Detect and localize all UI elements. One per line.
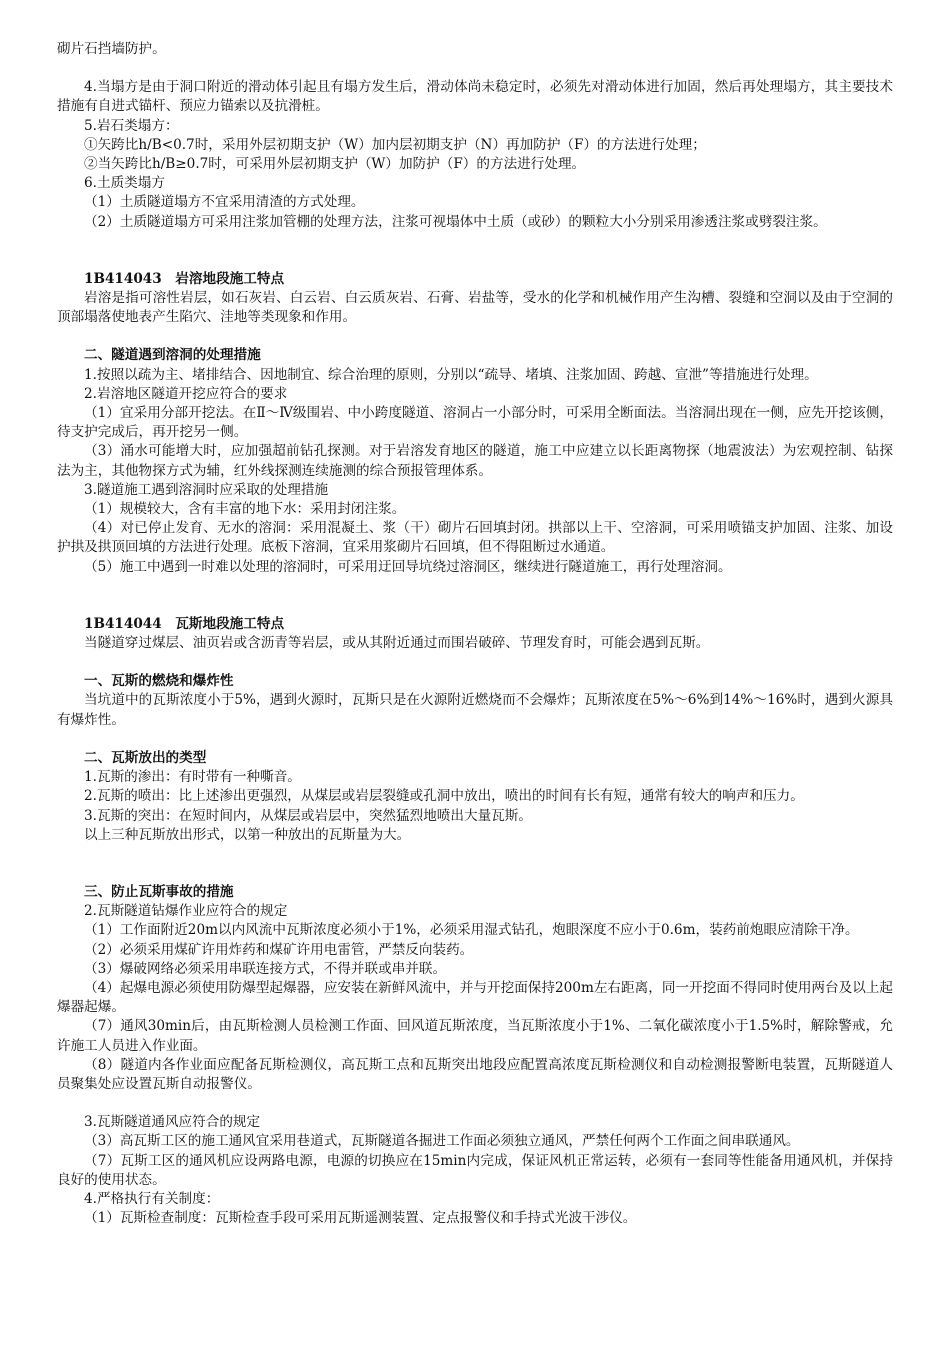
spacer <box>57 1094 893 1113</box>
document-page <box>57 40 893 1228</box>
paragraph: （2）土质隧道塌方可采用注浆加管棚的处理方法，注浆可视塌体中土质（或砂）的颗粒大小分别采用渗透注浆或劈裂注浆。 <box>84 213 827 230</box>
paragraph: 3.隧道施工遇到溶洞时应采取的处理措施 <box>84 481 329 498</box>
spacer <box>57 59 893 78</box>
spacer <box>57 327 893 346</box>
paragraph: 4.严格执行有关制度： <box>84 1190 220 1207</box>
paragraph: （4）对已停止发育、无水的溶洞：采用混凝土、浆（干）砌片石回填封闭。拱部以上干、空溶洞，可采用喷锚支护加固、注浆、加设护拱及拱顶回填的方法进行处理。底板下溶洞，宜采用浆砌片石回填，但不得阻断过水通道。 <box>57 520 893 556</box>
section-heading: 一、瓦斯的燃烧和爆炸性 <box>84 673 234 690</box>
paragraph: 岩溶是指可溶性岩层，如石灰岩、白云岩、白云质灰岩、石膏、岩盐等，受水的化学和机械作用产生沟槽、裂缝和空洞以及由于空洞的顶部塌落使地表产生陷穴、洼地等类现象和作用。 <box>57 290 893 326</box>
paragraph: 当隧道穿过煤层、油页岩或含沥青等岩层，或从其附近通过而围岩破碎、节理发育时，可能会遇到瓦斯。 <box>84 635 710 652</box>
paragraph: （1）瓦斯检查制度：瓦斯检查手段可采用瓦斯遥测装置、定点报警仪和手持式光波干涉仪。 <box>84 1210 637 1227</box>
section-heading: 三、防止瓦斯事故的措施 <box>84 883 234 900</box>
paragraph: 2.瓦斯隧道钻爆作业应符合的规定 <box>84 903 288 920</box>
section-heading: 二、瓦斯放出的类型 <box>84 749 207 766</box>
paragraph: 6.土质类塌方 <box>84 175 165 192</box>
paragraph: （1）土质隧道塌方不宜采用清渣的方式处理。 <box>84 194 365 211</box>
spacer <box>57 232 893 270</box>
paragraph: （4）起爆电源必须使用防爆型起爆器，应安装在新鲜风流中，并与开挖面保持200m左右距离，同一开挖面不得同时使用两台及以上起爆器起爆。 <box>57 979 893 1016</box>
paragraph: 当坑道中的瓦斯浓度小于5%，遇到火源时，瓦斯只是在火源附近燃烧而不会爆炸；瓦斯浓度在5%～6%到14%～16%时，遇到火源具有爆炸性。 <box>57 692 893 728</box>
section-heading: 1B414043 岩溶地段施工特点 <box>84 270 285 287</box>
section-heading: 1B414044 瓦斯地段施工特点 <box>84 615 285 632</box>
section-heading: 二、隧道遇到溶洞的处理措施 <box>84 347 261 364</box>
paragraph: （3）涌水可能增大时，应加强超前钻孔探测。对于岩溶发育地区的隧道，施工中应建立以长距离物探（地震波法）为宏观控制、钻探法为主，其他物探方式为辅，红外线探测连续施测的综合预报管理体系。 <box>57 443 893 479</box>
spacer <box>57 730 893 749</box>
spacer <box>57 845 893 883</box>
paragraph: （7）通风30min后，由瓦斯检测人员检测工作面、回风道瓦斯浓度，当瓦斯浓度小于1%、二氧化碳浓度小于1.5%时，解除警戒，允许施工人员进入作业面。 <box>57 1018 893 1054</box>
paragraph: 3.瓦斯隧道通风应符合的规定 <box>84 1114 261 1131</box>
spacer <box>57 577 893 615</box>
paragraph: 1.瓦斯的渗出：有时带有一种嘶音。 <box>84 769 301 786</box>
paragraph: （1）宜采用分部开挖法。在Ⅱ～Ⅳ级围岩、中小跨度隧道、溶洞占一小部分时，可采用全断面法。当溶洞出现在一侧，应先开挖该侧，待支护完成后，再开挖另一侧。 <box>57 405 893 441</box>
paragraph: （3）高瓦斯工区的施工通风宜采用巷道式，瓦斯隧道各掘进工作面必须独立通风，严禁任何两个工作面之间串联通风。 <box>84 1133 800 1150</box>
paragraph: 砌片石挡墙防护。 <box>57 41 166 57</box>
paragraph: ①矢跨比h/B<0.7时，采用外层初期支护（W）加内层初期支护（N）再加防护（F）的方法进行处理； <box>84 136 706 153</box>
paragraph: 以上三种瓦斯放出形式，以第一种放出的瓦斯量为大。 <box>84 826 411 843</box>
paragraph: ②当矢跨比h/B≥0.7时，可采用外层初期支护（W）加防护（F）的方法进行处理。 <box>84 156 586 173</box>
paragraph: （7）瓦斯工区的通风机应设两路电源，电源的切换应在15min内完成，保证风机正常运转，必须有一套同等性能备用通风机，并保持良好的使用状态。 <box>57 1152 893 1188</box>
paragraph: 3.瓦斯的突出：在短时间内，从煤层或岩层中，突然猛烈地喷出大量瓦斯。 <box>84 807 532 824</box>
paragraph: （5）施工中遇到一时难以处理的溶洞时，可采用迂回导坑绕过溶洞区，继续进行隧道施工，再行处理溶洞。 <box>84 558 732 575</box>
paragraph: 2.瓦斯的喷出：比上述渗出更强烈，从煤层或岩层裂缝或孔洞中放出，喷出的时间有长有短，通常有较大的响声和压力。 <box>84 788 804 805</box>
paragraph: （3）爆破网络必须采用串联连接方式，不得并联或串并联。 <box>84 960 447 977</box>
paragraph: （1）工作面附近20m以内风流中瓦斯浓度必须小于1%，必须采用湿式钻孔，炮眼深度不应小于0.6m，装药前炮眼应清除干净。 <box>84 922 859 939</box>
paragraph: （1）规模较大，含有丰富的地下水：采用封闭注浆。 <box>84 501 406 518</box>
paragraph: 5.岩石类塌方： <box>84 117 179 134</box>
paragraph: （2）必须采用煤矿许用炸药和煤矿许用电雷管，严禁反向装药。 <box>84 941 474 958</box>
paragraph: （8）隧道内各作业面应配备瓦斯检测仪，高瓦斯工点和瓦斯突出地段应配置高浓度瓦斯检测仪和自动检测报警断电装置，瓦斯隧道人员聚集处应设置瓦斯自动报警仪。 <box>57 1056 893 1092</box>
paragraph: 4.当塌方是由于洞口附近的滑动体引起且有塌方发生后，滑动体尚未稳定时，必须先对滑动体进行加固，然后再处理塌方，其主要技术措施有自进式锚杆、预应力锚索以及抗滑桩。 <box>57 79 893 115</box>
spacer <box>57 653 893 672</box>
paragraph: 2.岩溶地区隧道开挖应符合的要求 <box>84 385 288 402</box>
paragraph: 1.按照以疏为主、堵排结合、因地制宜、综合治理的原则，分别以“疏导、堵填、注浆加固、跨越、宣泄”等措施进行处理。 <box>84 366 818 383</box>
